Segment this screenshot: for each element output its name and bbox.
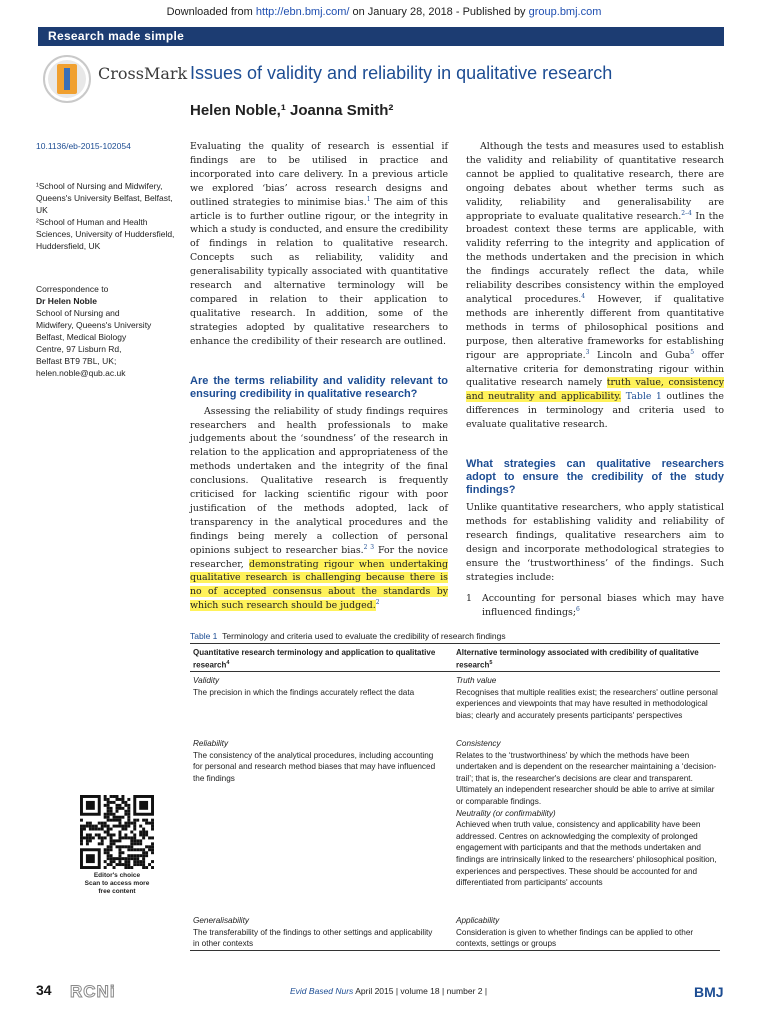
section-heading: Are the terms reliability and validity relevant to ensuring credibility in qualitative research? [190,374,448,400]
crossmark-badge[interactable] [42,54,202,106]
table-cell: Truth value Recognises that multiple realities exist; the researchers' outline personal experiences and viewpoints that may have resulted in methodological bias; clearly and accurately presents participants' perspectives [456,676,718,720]
download-banner: Downloaded from http://ebn.bmj.com/ on January 28, 2018 - Published by group.bmj.com [166,6,602,18]
article-authors: Helen Noble,¹ Joanna Smith² [190,102,394,119]
table-link[interactable]: Table 1 [621,391,662,403]
table-cell: Applicability Consideration is given to whether findings can be applied to other contexts, settings or groups [456,916,694,949]
table-caption: Table 1 Terminology and criteria used to evaluate the credibility of research findings [190,631,506,641]
qr-caption: Editor's choice Scan to access more free content [84,872,150,895]
table-header-rule [190,671,720,672]
paragraph: Although the tests and measures used to establish the validity and reliability of quantitative research cannot be applied to qualitative research, there are ongoing debates about whether terms such as validity, reliability and generalisability are appropriate to evaluate qualitative research.$^{2-4}$ In the broadest context these terms are applicable, with validity referring to the integrity and application of the methods undertaken and the precision in which the findings accurately reflect the data, while reliability describes consistency within the employed analytical procedures.$^4$ However, if qualitative methods are inherently different from quantitative methods in terms of philosophical positions and purpose, then alterative frameworks for establishing rigour are appropriate.$^3$ Lincoln and Guba$^5$ offer alternative criteria for demonstrating rigour within qualitative research namely truth value, consistency and neutrality and applicability. Table 1 outlines the differences in terminology and criteria used to evaluate qualitative research. [466,141,724,431]
correspondence-label: Correspondence to [36,284,109,294]
table-header-right: Alternative terminology associated with credibility of qualitative research$^5$ [456,648,699,670]
table-cell: Validity The precision in which the findings accurately reflect the data [193,676,415,697]
crossmark-icon [42,54,92,104]
paragraph: Unlike quantitative researchers, who apply statistical methods for establishing validity and reliability of research findings, qualitative researchers aim to design and incorporate methodological strategies to ensure the ‘trustworthiness’ of the findings. Such strategies include: [466,502,724,583]
publisher-site-link[interactable]: group.bmj.com [528,6,602,18]
qr-code-icon [80,795,154,869]
table-cell: Generalisability The transferability of the findings to other settings and applicability in other contexts [193,916,433,949]
correspondence-line: School of Nursing and [36,308,120,318]
body-column-1 [190,140,448,613]
table-cell: Consistency Relates to the ‘trustworthiness’ by which the methods have been undertaken and is dependent on the researcher maintaining a ‘decision-trail’; that is, the researcher's decisions are clear and transparent. Ultimately an independent researcher should be able to arrive at similar or comparable findings. Neutrality (or confirmability) Achieved when truth value, consistency and applicability have been addressed. Centres on acknowledging the complexity of prolonged engagement with participants and that the methods undertaken and findings are intrinsically linked to the researchers' philosophical position, experiences and perspectives. These should be accounted for and differentiated from participants' accounts [456,739,717,888]
table-cell: Reliability The consistency of the analytical procedures, including accounting for personal and research method biases that may have influenced the findings [193,739,436,783]
correspondence-line: Belfast, Medical Biology [36,332,127,342]
highlighted-text: truth value, consistency and neutrality and applicability. [466,377,724,403]
correspondence-email[interactable]: helen.noble@qub.ac.uk [36,368,126,378]
table-header-left: Quantitative research terminology and application to qualitative research$^4$ [193,648,436,670]
paragraph: Evaluating the quality of research is essential if findings are to be utilised in practice and incorporated into care delivery. In a previous article we explored ‘bias’ across research designs and outlined strategies to minimise bias.$^1$ The aim of this article is to further outline rigour, or the integrity in which a study is conducted, and ensure the credibility of findings in relation to qualitative research. Concepts such as reliability, validity and generalisability typically associated with quantitative research and alternative terminology will be compared in relation to their application to qualitative research. In addition, some of the strategies adopted by qualitative researchers to enhance the credibility of their research are outlined. [190,141,448,347]
qr-code[interactable] [80,795,154,869]
article-title: Issues of validity and reliability in qualitative research [190,63,613,83]
paragraph: Assessing the reliability of study findings requires researchers and health professionals to make judgements about the ‘soundness’ of the research in relation to the application and appropriateness of the methods undertaken and the integrity of the final conclusions. Qualitative research is frequently criticised for lacking scientific rigour with poor justification of the methods adopted, lack of transparency in the analytical procedures and the findings being merely a collection of personal opinions subject to researcher bias.$^{2 3}$ For the novice researcher, demonstrating rigour when undertaking qualitative research is challenging because there is no of accepted consensus about the standards by which such research should be judged.$^2$ [190,405,448,612]
doi-link[interactable]: 10.1136/eb-2015-102054 [36,141,131,151]
download-url-link[interactable]: http://ebn.bmj.com/ [255,6,350,18]
correspondence [36,283,176,379]
affiliation-2: ²School of Human and Health Sciences, University of Huddersfield, Huddersfield, UK [36,217,175,251]
terminology-table [190,643,720,951]
page-number: 34 [36,982,52,998]
rcni-logo: RCNi [70,982,116,1001]
correspondence-line: Belfast BT9 7BL, UK; [36,356,117,366]
section-bar [38,27,724,46]
section-heading: What strategies can qualitative researchers adopt to ensure the credibility of the study findings? [466,458,724,497]
body-column-2 [466,140,724,620]
list-item: 1 Accounting for personal biases which may have influenced findings;$^6$ [466,593,724,619]
correspondence-name: Dr Helen Noble [36,296,97,306]
bmj-logo: BMJ [694,984,724,1000]
correspondence-line: Centre, 97 Lisburn Rd, [36,344,122,354]
highlighted-text: demonstrating rigour when undertaking qualitative research is challenging because there is no of accepted consensus about the standards by which such research should be judged. [190,558,448,612]
affiliations [36,180,176,252]
affiliation-1: ¹School of Nursing and Midwifery, Queens's University Belfast, Belfast, UK [36,181,173,215]
crossmark-label: CrossMark [98,64,188,83]
footer-citation: Evid Based Nurs April 2015 | volume 18 | number 2 | [290,986,488,996]
correspondence-line: Midwifery, Queens's University [36,320,152,330]
section-label: Research made simple [48,29,185,43]
